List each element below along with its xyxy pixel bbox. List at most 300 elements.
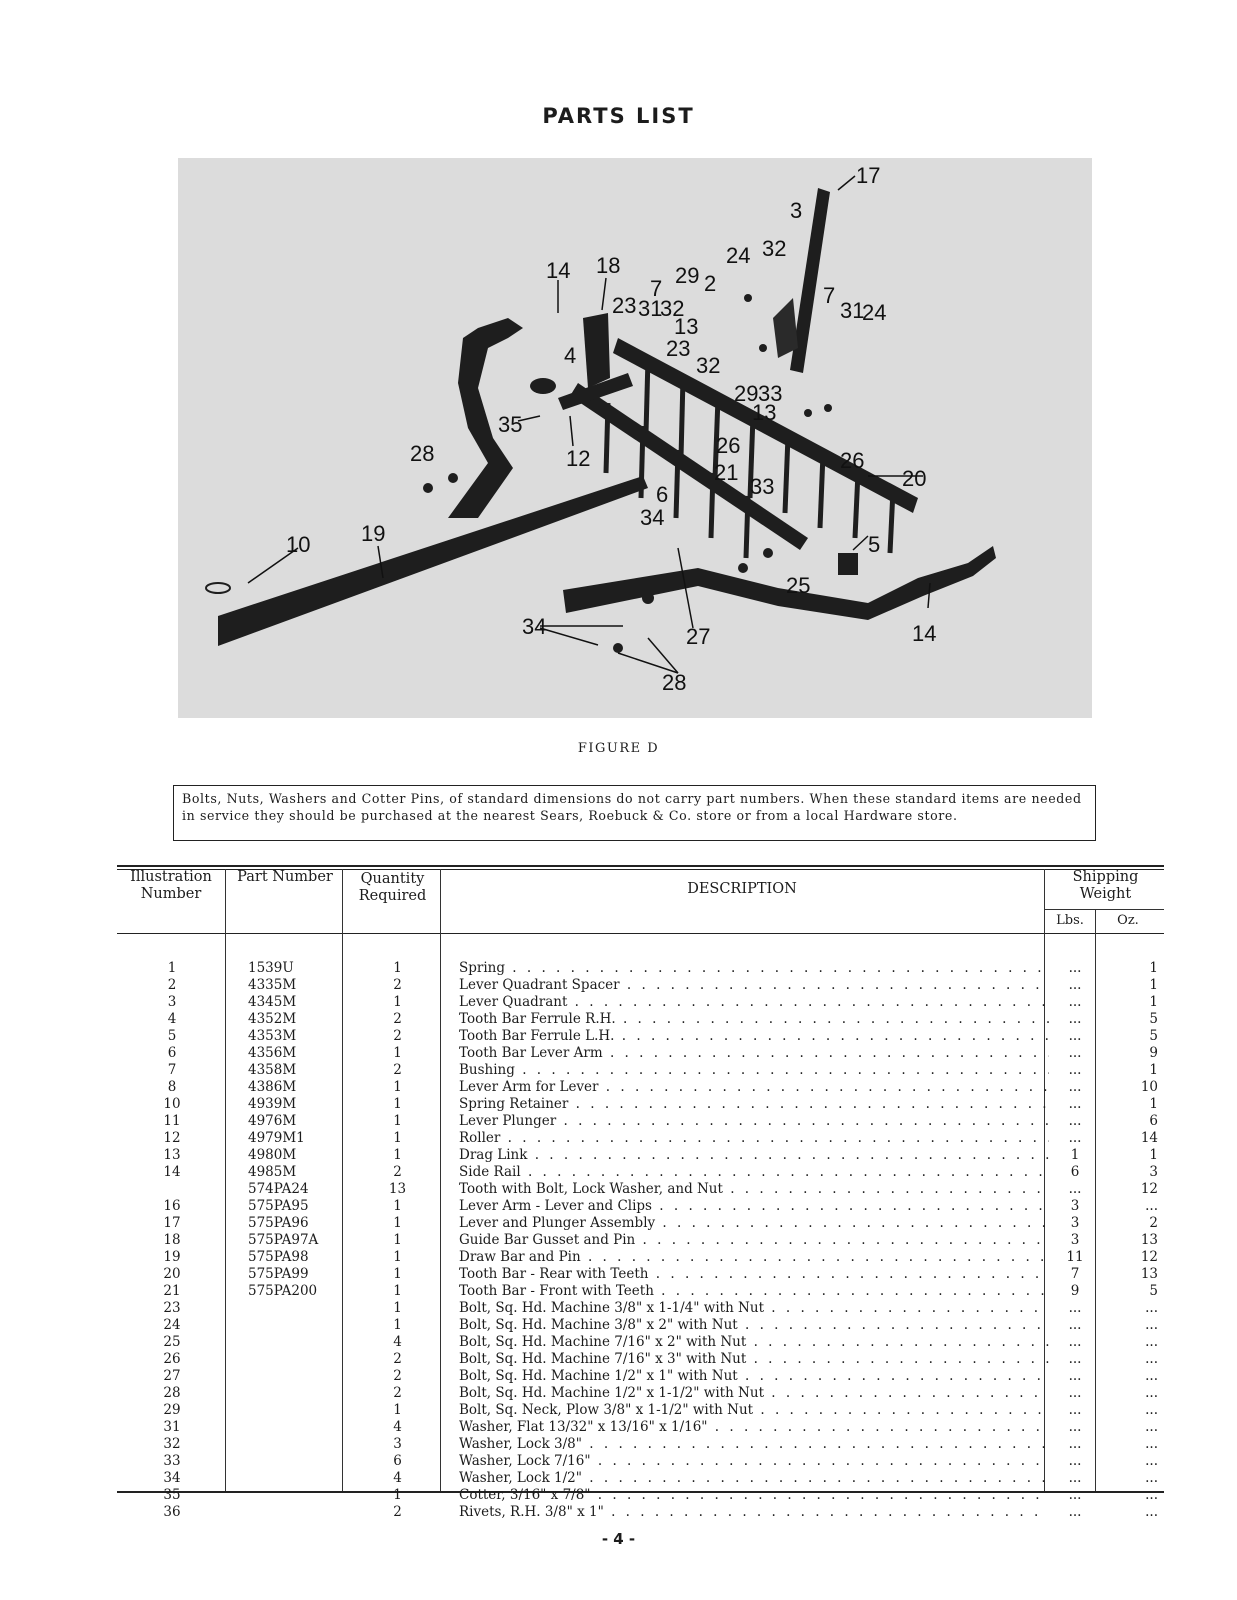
callout: 28 xyxy=(410,441,435,466)
part-number-cell: 575PA95 xyxy=(248,1198,309,1214)
table-row xyxy=(248,1436,348,1453)
quantity-cell: 4 xyxy=(393,1470,402,1486)
illustration-number-cell: 18 xyxy=(163,1232,181,1248)
callout: 29 xyxy=(734,381,759,406)
callout: 17 xyxy=(856,163,881,188)
quantity-cell: 4 xyxy=(393,1419,402,1435)
table-row xyxy=(1052,994,1098,1011)
lbs-cell: ... xyxy=(1068,1079,1082,1095)
quantity-column xyxy=(345,960,450,1521)
illustration-number-cell: 24 xyxy=(163,1317,181,1333)
table-row xyxy=(248,1079,348,1096)
table-row xyxy=(1100,1147,1158,1164)
table-row xyxy=(1052,1368,1098,1385)
lbs-cell: 11 xyxy=(1066,1249,1084,1265)
part-number-cell: 575PA97A xyxy=(248,1232,319,1248)
description-cell: Tooth Bar Ferrule L.H. xyxy=(459,1028,615,1044)
draw-bar-shape xyxy=(218,476,648,646)
part-number-cell: 4335M xyxy=(248,977,297,993)
part-number-cell: 4985M xyxy=(248,1164,297,1180)
illustration-number-cell: 10 xyxy=(163,1096,181,1112)
description-cell: Washer, Lock 7/16" xyxy=(459,1453,591,1469)
table-row xyxy=(1052,1232,1098,1249)
lbs-cell: 7 xyxy=(1070,1266,1080,1282)
oz-cell: ... xyxy=(1145,1368,1158,1384)
table-row xyxy=(248,1147,348,1164)
illustration-number-cell: 33 xyxy=(163,1453,181,1469)
lbs-cell: ... xyxy=(1068,1045,1082,1061)
exploded-parts-diagram xyxy=(178,158,1092,718)
table-row xyxy=(459,1215,1049,1232)
table-row xyxy=(248,1198,348,1215)
header-quantity-required: Quantity Required xyxy=(358,871,427,904)
table-row xyxy=(345,1300,450,1317)
lbs-cell: ... xyxy=(1068,1028,1082,1044)
table-row xyxy=(248,1419,348,1436)
oz-cell: ... xyxy=(1145,1317,1158,1333)
header-part-number: Part Number xyxy=(237,869,333,885)
table-row xyxy=(248,1453,348,1470)
table-row xyxy=(117,1011,227,1028)
table-row xyxy=(1100,1334,1158,1351)
table-row xyxy=(117,1130,227,1147)
table-row xyxy=(248,1317,348,1334)
description-cell: Cotter, 3/16" x 7/8" xyxy=(459,1487,591,1503)
table-row xyxy=(459,960,1049,977)
illustration-number-column xyxy=(117,960,227,1521)
description-cell: Lever Arm for Lever xyxy=(459,1079,599,1095)
table-row xyxy=(1052,1011,1098,1028)
table-row xyxy=(459,1419,1049,1436)
table-row xyxy=(345,1147,450,1164)
table-row xyxy=(117,1487,227,1504)
callout: 31 xyxy=(840,298,865,323)
callout: 24 xyxy=(726,243,751,268)
part-number-cell: 575PA99 xyxy=(248,1266,309,1282)
table-row xyxy=(248,1487,348,1504)
table-row xyxy=(459,1487,1049,1504)
quantity-cell: 1 xyxy=(393,1487,402,1503)
lbs-cell: ... xyxy=(1068,1062,1082,1078)
header-oz: Oz. xyxy=(1117,913,1139,928)
illustration-number-cell: 12 xyxy=(163,1130,181,1146)
description-cell: Guide Bar Gusset and Pin xyxy=(459,1232,636,1248)
lbs-cell: ... xyxy=(1068,1334,1082,1350)
oz-cell: 5 xyxy=(1149,1283,1158,1299)
table-row xyxy=(345,1368,450,1385)
table-row xyxy=(345,1130,450,1147)
illustration-number-cell: 5 xyxy=(167,1028,177,1044)
oz-cell: 12 xyxy=(1140,1181,1158,1197)
table-row xyxy=(1052,1249,1098,1266)
table-row xyxy=(459,977,1049,994)
table-row xyxy=(459,1436,1049,1453)
callout: 34 xyxy=(640,505,665,530)
lbs-cell: ... xyxy=(1068,1436,1082,1452)
table-row xyxy=(345,1079,450,1096)
quantity-cell: 1 xyxy=(393,1130,402,1146)
description-cell: Spring xyxy=(459,960,505,976)
table-row xyxy=(345,1470,450,1487)
illustration-number-cell: 20 xyxy=(163,1266,181,1282)
table-row xyxy=(1052,1198,1098,1215)
table-row xyxy=(345,977,450,994)
lbs-cell: ... xyxy=(1068,1402,1082,1418)
oz-cell: 14 xyxy=(1140,1130,1158,1146)
table-row xyxy=(117,1249,227,1266)
lbs-cell: ... xyxy=(1068,1351,1082,1367)
table-row xyxy=(117,1028,227,1045)
description-cell: Bolt, Sq. Hd. Machine 7/16" x 2" with Nut xyxy=(459,1334,747,1350)
oz-cell: 1 xyxy=(1149,1096,1158,1112)
table-row xyxy=(345,1198,450,1215)
table-row xyxy=(1052,1470,1098,1487)
quantity-cell: 1 xyxy=(393,1266,402,1282)
table-row xyxy=(248,1300,348,1317)
figure-caption: FIGURE D xyxy=(577,741,660,756)
lbs-column xyxy=(1052,960,1098,1521)
lbs-cell: 3 xyxy=(1070,1198,1080,1214)
table-row xyxy=(459,1164,1049,1181)
callout: 28 xyxy=(662,670,687,695)
illustration-number-cell: 25 xyxy=(163,1334,181,1350)
callout: 7 xyxy=(650,276,663,301)
description-cell: Bolt, Sq. Neck, Plow 3/8" x 1-1/2" with Nut xyxy=(459,1402,754,1418)
oz-cell: 13 xyxy=(1140,1232,1158,1248)
table-row xyxy=(117,994,227,1011)
quantity-cell: 1 xyxy=(393,1096,402,1112)
table-row xyxy=(345,1283,450,1300)
lbs-cell: ... xyxy=(1068,1096,1082,1112)
part-number-cell: 574PA24 xyxy=(248,1181,309,1197)
quantity-cell: 1 xyxy=(393,1300,402,1316)
part-number-cell: 4356M xyxy=(248,1045,297,1061)
table-row xyxy=(248,1402,348,1419)
description-cell: Washer, Lock 3/8" xyxy=(459,1436,582,1452)
quantity-cell: 1 xyxy=(393,994,402,1010)
table-row xyxy=(248,1062,348,1079)
lbs-cell: ... xyxy=(1068,1385,1082,1401)
description-cell: Tooth Bar - Rear with Teeth xyxy=(459,1266,649,1282)
quantity-cell: 1 xyxy=(393,1283,402,1299)
part-number-cell: 575PA200 xyxy=(248,1283,318,1299)
table-row xyxy=(1052,1113,1098,1130)
lbs-cell: ... xyxy=(1068,1113,1082,1129)
callout: 26 xyxy=(716,433,741,458)
callout: 10 xyxy=(286,532,311,557)
lbs-cell: ... xyxy=(1068,1317,1082,1333)
table-row xyxy=(117,1351,227,1368)
table-row xyxy=(459,1045,1049,1062)
description-column xyxy=(459,960,1049,1521)
diagram-drawing xyxy=(178,158,1092,718)
table-row xyxy=(117,1232,227,1249)
table-row xyxy=(1100,1300,1158,1317)
illustration-number-cell: 16 xyxy=(163,1198,181,1214)
page-title: PARTS LIST xyxy=(542,104,695,128)
oz-cell: ... xyxy=(1145,1470,1158,1486)
callout: 23 xyxy=(612,293,637,318)
part-number-cell: 575PA96 xyxy=(248,1215,309,1231)
oz-cell: ... xyxy=(1145,1487,1158,1503)
table-row xyxy=(1100,1385,1158,1402)
table-row xyxy=(117,1079,227,1096)
guide-gusset-shape xyxy=(583,313,610,388)
callout: 21 xyxy=(714,460,739,485)
lbs-cell: ... xyxy=(1068,1470,1082,1486)
description-cell: Draw Bar and Pin xyxy=(459,1249,581,1265)
table-row xyxy=(1052,1147,1098,1164)
callout: 20 xyxy=(902,466,927,491)
table-row xyxy=(345,1164,450,1181)
callout: 31 xyxy=(638,296,663,321)
table-row xyxy=(459,1504,1049,1521)
table-row xyxy=(459,1283,1049,1300)
table-row xyxy=(1052,1266,1098,1283)
illustration-number-cell: 31 xyxy=(163,1419,181,1435)
quantity-cell: 1 xyxy=(393,1147,402,1163)
callout: 32 xyxy=(762,236,787,261)
table-row xyxy=(345,1045,450,1062)
table-row xyxy=(1100,1249,1158,1266)
quantity-cell: 2 xyxy=(393,1028,402,1044)
callout: 32 xyxy=(660,296,685,321)
table-row xyxy=(248,1181,348,1198)
table-row xyxy=(117,960,227,977)
callout: 33 xyxy=(750,474,775,499)
lbs-cell: ... xyxy=(1068,994,1082,1010)
table-row xyxy=(345,1487,450,1504)
table-row xyxy=(117,1096,227,1113)
part-number-cell: 4345M xyxy=(248,994,297,1010)
oz-cell: ... xyxy=(1145,1402,1158,1418)
quantity-cell: 1 xyxy=(393,1249,402,1265)
table-row xyxy=(1100,1232,1158,1249)
illustration-number-cell: 1 xyxy=(167,960,177,976)
illustration-number-cell: 13 xyxy=(163,1147,181,1163)
table-row xyxy=(459,1317,1049,1334)
oz-cell: ... xyxy=(1145,1334,1158,1350)
table-row xyxy=(1052,1453,1098,1470)
callout: 18 xyxy=(596,253,621,278)
description-cell: Bolt, Sq. Hd. Machine 1/2" x 1" with Nut xyxy=(459,1368,738,1384)
quantity-cell: 3 xyxy=(393,1436,402,1452)
table-row xyxy=(459,1096,1049,1113)
table-row xyxy=(459,1334,1049,1351)
table-row xyxy=(1100,1181,1158,1198)
lbs-cell: ... xyxy=(1068,1487,1082,1503)
table-row xyxy=(1052,1079,1098,1096)
part-number-cell: 4386M xyxy=(248,1079,297,1095)
oz-cell: 10 xyxy=(1140,1079,1158,1095)
oz-cell: 3 xyxy=(1149,1164,1158,1180)
quantity-cell: 4 xyxy=(393,1334,402,1350)
table-row xyxy=(248,1334,348,1351)
table-row xyxy=(248,1504,348,1521)
quantity-cell: 1 xyxy=(393,1198,402,1214)
illustration-number-cell: 8 xyxy=(167,1079,177,1095)
table-row xyxy=(1100,1045,1158,1062)
table-row xyxy=(117,1181,227,1198)
table-row xyxy=(1052,1028,1098,1045)
illustration-number-cell: 6 xyxy=(167,1045,177,1061)
table-row xyxy=(1100,1419,1158,1436)
table-row xyxy=(1100,1079,1158,1096)
table-row xyxy=(248,1249,348,1266)
illustration-number-cell: 14 xyxy=(163,1164,181,1180)
part-number-cell: 4358M xyxy=(248,1062,297,1078)
oz-cell: 1 xyxy=(1149,1062,1158,1078)
table-row xyxy=(459,1249,1049,1266)
callout: 14 xyxy=(546,258,571,283)
description-cell: Bolt, Sq. Hd. Machine 3/8" x 1-1/4" with Nut xyxy=(459,1300,764,1316)
description-cell: Lever and Plunger Assembly xyxy=(459,1215,656,1231)
table-row xyxy=(117,1164,227,1181)
lbs-cell: ... xyxy=(1068,1011,1082,1027)
table-row xyxy=(1100,1130,1158,1147)
table-row xyxy=(248,977,348,994)
table-row xyxy=(459,1147,1049,1164)
quantity-cell: 13 xyxy=(388,1181,407,1197)
callout: 6 xyxy=(656,482,669,507)
table-row xyxy=(345,1453,450,1470)
part-number-cell: 575PA98 xyxy=(248,1249,309,1265)
table-row xyxy=(1100,1011,1158,1028)
table-row xyxy=(345,1504,450,1521)
callout: 3 xyxy=(790,198,803,223)
lbs-cell: ... xyxy=(1068,1130,1082,1146)
description-cell: Bushing xyxy=(459,1062,515,1078)
table-row xyxy=(117,1402,227,1419)
callout: 13 xyxy=(752,400,777,425)
table-row xyxy=(117,1062,227,1079)
oz-column xyxy=(1100,960,1158,1521)
table-row xyxy=(345,1096,450,1113)
oz-cell: ... xyxy=(1145,1436,1158,1452)
table-row xyxy=(117,1147,227,1164)
table-row xyxy=(1100,1402,1158,1419)
callout: 29 xyxy=(675,263,700,288)
table-row xyxy=(1100,1368,1158,1385)
table-row xyxy=(117,1266,227,1283)
table-row xyxy=(345,1402,450,1419)
illustration-number-cell: 7 xyxy=(167,1062,177,1078)
illustration-number-cell: 28 xyxy=(163,1385,181,1401)
quantity-cell: 1 xyxy=(393,1045,402,1061)
table-row xyxy=(117,1045,227,1062)
table-row xyxy=(248,1283,348,1300)
oz-cell: ... xyxy=(1145,1300,1158,1316)
table-row xyxy=(459,1011,1049,1028)
description-cell: Rivets, R.H. 3/8" x 1" xyxy=(459,1504,604,1520)
table-row xyxy=(1052,1164,1098,1181)
table-row xyxy=(345,1011,450,1028)
table-row xyxy=(248,1011,348,1028)
table-row xyxy=(1052,1385,1098,1402)
oz-cell: ... xyxy=(1145,1198,1158,1214)
table-row xyxy=(459,1385,1049,1402)
table-row xyxy=(1100,1317,1158,1334)
illustration-number-cell: 27 xyxy=(163,1368,181,1384)
part-number-cell: 4979M1 xyxy=(248,1130,305,1146)
table-row xyxy=(1100,960,1158,977)
table-row xyxy=(248,1215,348,1232)
table-row xyxy=(345,1215,450,1232)
table-row xyxy=(1052,1062,1098,1079)
table-row xyxy=(248,1351,348,1368)
table-row xyxy=(345,1334,450,1351)
quantity-cell: 2 xyxy=(393,1164,402,1180)
table-row xyxy=(459,1079,1049,1096)
quantity-cell: 2 xyxy=(393,1504,402,1520)
table-row xyxy=(248,1385,348,1402)
lbs-cell: 6 xyxy=(1070,1164,1080,1180)
illustration-number-cell: 26 xyxy=(163,1351,181,1367)
quantity-cell: 2 xyxy=(393,1011,402,1027)
table-row xyxy=(345,994,450,1011)
quantity-cell: 2 xyxy=(393,1351,402,1367)
table-row xyxy=(117,1470,227,1487)
table-row xyxy=(248,1028,348,1045)
table-row xyxy=(117,1453,227,1470)
oz-cell: ... xyxy=(1145,1351,1158,1367)
table-row xyxy=(1100,1436,1158,1453)
table-row xyxy=(117,1385,227,1402)
illustration-number-cell: 17 xyxy=(163,1215,181,1231)
header-shipping-weight: Shipping Weight xyxy=(1072,869,1139,902)
table-row xyxy=(345,1062,450,1079)
table-row xyxy=(345,1028,450,1045)
table-row xyxy=(117,1283,227,1300)
table-row xyxy=(459,1130,1049,1147)
table-row xyxy=(459,1198,1049,1215)
description-cell: Spring Retainer xyxy=(459,1096,569,1112)
header-description: DESCRIPTION xyxy=(687,881,797,897)
lbs-cell: 9 xyxy=(1070,1283,1080,1299)
table-row xyxy=(345,1385,450,1402)
quantity-cell: 1 xyxy=(393,1232,402,1248)
table-row xyxy=(459,1453,1049,1470)
callout: 25 xyxy=(786,573,811,598)
table-row xyxy=(1052,1300,1098,1317)
table-row xyxy=(1052,1436,1098,1453)
table-row xyxy=(345,1181,450,1198)
part-number-cell: 4939M xyxy=(248,1096,297,1112)
callout: 19 xyxy=(361,521,386,546)
table-row xyxy=(117,1317,227,1334)
quantity-cell: 1 xyxy=(393,960,402,976)
lbs-cell: ... xyxy=(1068,977,1082,993)
description-cell: Roller xyxy=(459,1130,501,1146)
quantity-cell: 2 xyxy=(393,1385,402,1401)
table-row xyxy=(1100,1504,1158,1521)
quantity-cell: 2 xyxy=(393,1062,402,1078)
illustration-number-cell: 23 xyxy=(163,1300,181,1316)
header-bottom-rule xyxy=(117,933,1164,934)
table-row xyxy=(248,1470,348,1487)
illustration-number-cell: 2 xyxy=(167,977,177,993)
illustration-number-cell: 21 xyxy=(163,1283,181,1299)
description-cell: Lever Arm - Lever and Clips xyxy=(459,1198,652,1214)
description-cell: Bolt, Sq. Hd. Machine 3/8" x 2" with Nut xyxy=(459,1317,738,1333)
illustration-number-cell: 29 xyxy=(163,1402,181,1418)
table-row xyxy=(117,1300,227,1317)
header-illustration-number: Illustration Number xyxy=(130,869,212,902)
table-row xyxy=(459,994,1049,1011)
lbs-cell: ... xyxy=(1068,1300,1082,1316)
page-number: - 4 - xyxy=(601,1530,636,1548)
table-row xyxy=(248,1368,348,1385)
